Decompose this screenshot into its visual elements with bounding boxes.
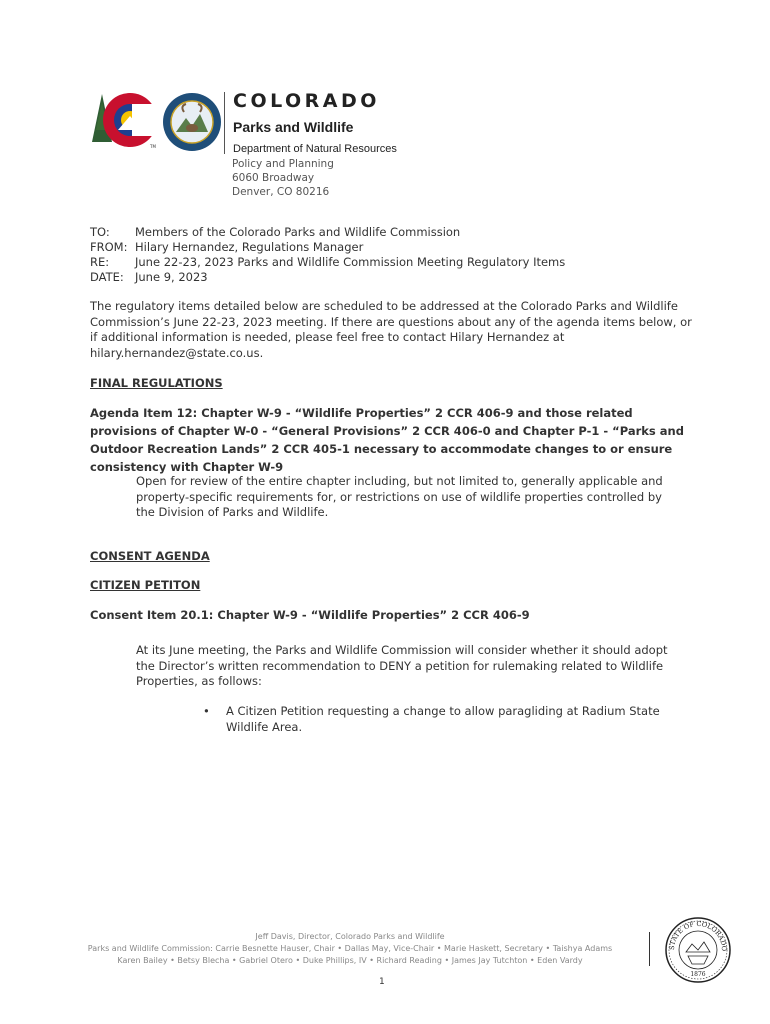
brand-subtitle: Parks and Wildlife [233, 119, 354, 135]
consent-item-title: Consent Item 20.1: Chapter W-9 - “Wildlife Properties” 2 CCR 406-9 [90, 608, 530, 622]
address-line: 6060 Broadway [232, 172, 315, 184]
footer-director: Jeff Davis, Director, Colorado Parks and Wildlife [255, 932, 445, 941]
consent-item-description: At its June meeting, the Parks and Wildlife Commission will consider whether it should adopt the Director’s written recommendation to DENY a petition for rulemaking related to Wildlife Properties, as follows: [136, 643, 668, 688]
seal-year: 1876 [690, 971, 706, 978]
memo-from [90, 240, 363, 254]
seal-arc-text: STATE OF COLORADO [667, 919, 729, 952]
memo-value: Hilary Hernandez, Regulations Manager [135, 240, 364, 254]
agenda-item-12-title: Agenda Item 12: Chapter W-9 - “Wildlife Properties” 2 CCR 406-9 and those related provisions of Chapter W-0 - “General Provisions” 2 CCR 406-0 and Chapter P-1 - “Parks and Outdoor Recreation Lands” 2 CCR 405-1 necessary to accommodate changes to or ensure consistency with Chapter W-9 [90, 406, 684, 474]
memo-label: RE: [90, 255, 110, 269]
department-name: Department of Natural Resources [233, 143, 397, 155]
footer-commission: Parks and Wildlife Commission: Carrie Besnette Hauser, Chair • Dallas May, Vice-Chair • Marie Haskett, Secretary • Taishya Adams [87, 944, 613, 953]
agenda-item-12-description: Open for review of the entire chapter including, but not limited to, generally applicable and property-specific requirements for, or restrictions on use of wildlife properties controlled by the Division of Parks and Wildlife. [136, 474, 663, 519]
memo-label: TO: [90, 225, 110, 239]
footer-divider [649, 932, 650, 966]
trademark-mark: TM [150, 144, 156, 149]
address-line: Policy and Planning [232, 158, 334, 170]
cpw-seal-logo [162, 92, 222, 152]
bullet-mark: • [203, 704, 210, 718]
memo-value: Members of the Colorado Parks and Wildlife Commission [135, 225, 461, 239]
intro-paragraph: The regulatory items detailed below are scheduled to be addressed at the Colorado Parks and Wildlife Commission’s June 22-23, 2023 meeting. If there are questions about any of the agenda items below, or if additional information is needed, please feel free to contact Hilary Hernandez at hilary.hernandez@state.co.us. [90, 299, 692, 360]
memo-label: FROM: [90, 240, 128, 254]
memo-label: DATE: [90, 270, 124, 284]
citizen-petition-heading: CITIZEN PETITON [90, 578, 201, 592]
memo-value: June 9, 2023 [135, 270, 208, 284]
colorado-c-logo [90, 90, 162, 150]
footer-members: Karen Bailey • Betsy Blecha • Gabriel Otero • Duke Phillips, IV • Richard Reading • James Jay Tutchton • Eden Vardy [117, 956, 583, 965]
brand-name: COLORADO [233, 90, 380, 112]
memo-date [90, 270, 208, 284]
final-regulations-heading: FINAL REGULATIONS [90, 376, 223, 390]
consent-agenda-heading: CONSENT AGENDA [90, 549, 210, 563]
address-line: Denver, CO 80216 [232, 186, 330, 198]
memo-to [90, 225, 460, 239]
page-number: 1 [379, 977, 385, 987]
letterhead-divider [224, 92, 225, 154]
memo-re [90, 255, 565, 269]
bullet-text: A Citizen Petition requesting a change to allow paragliding at Radium State Wildlife Area. [226, 704, 660, 734]
state-seal [664, 916, 732, 984]
memo-value: June 22-23, 2023 Parks and Wildlife Commission Meeting Regulatory Items [135, 255, 566, 269]
